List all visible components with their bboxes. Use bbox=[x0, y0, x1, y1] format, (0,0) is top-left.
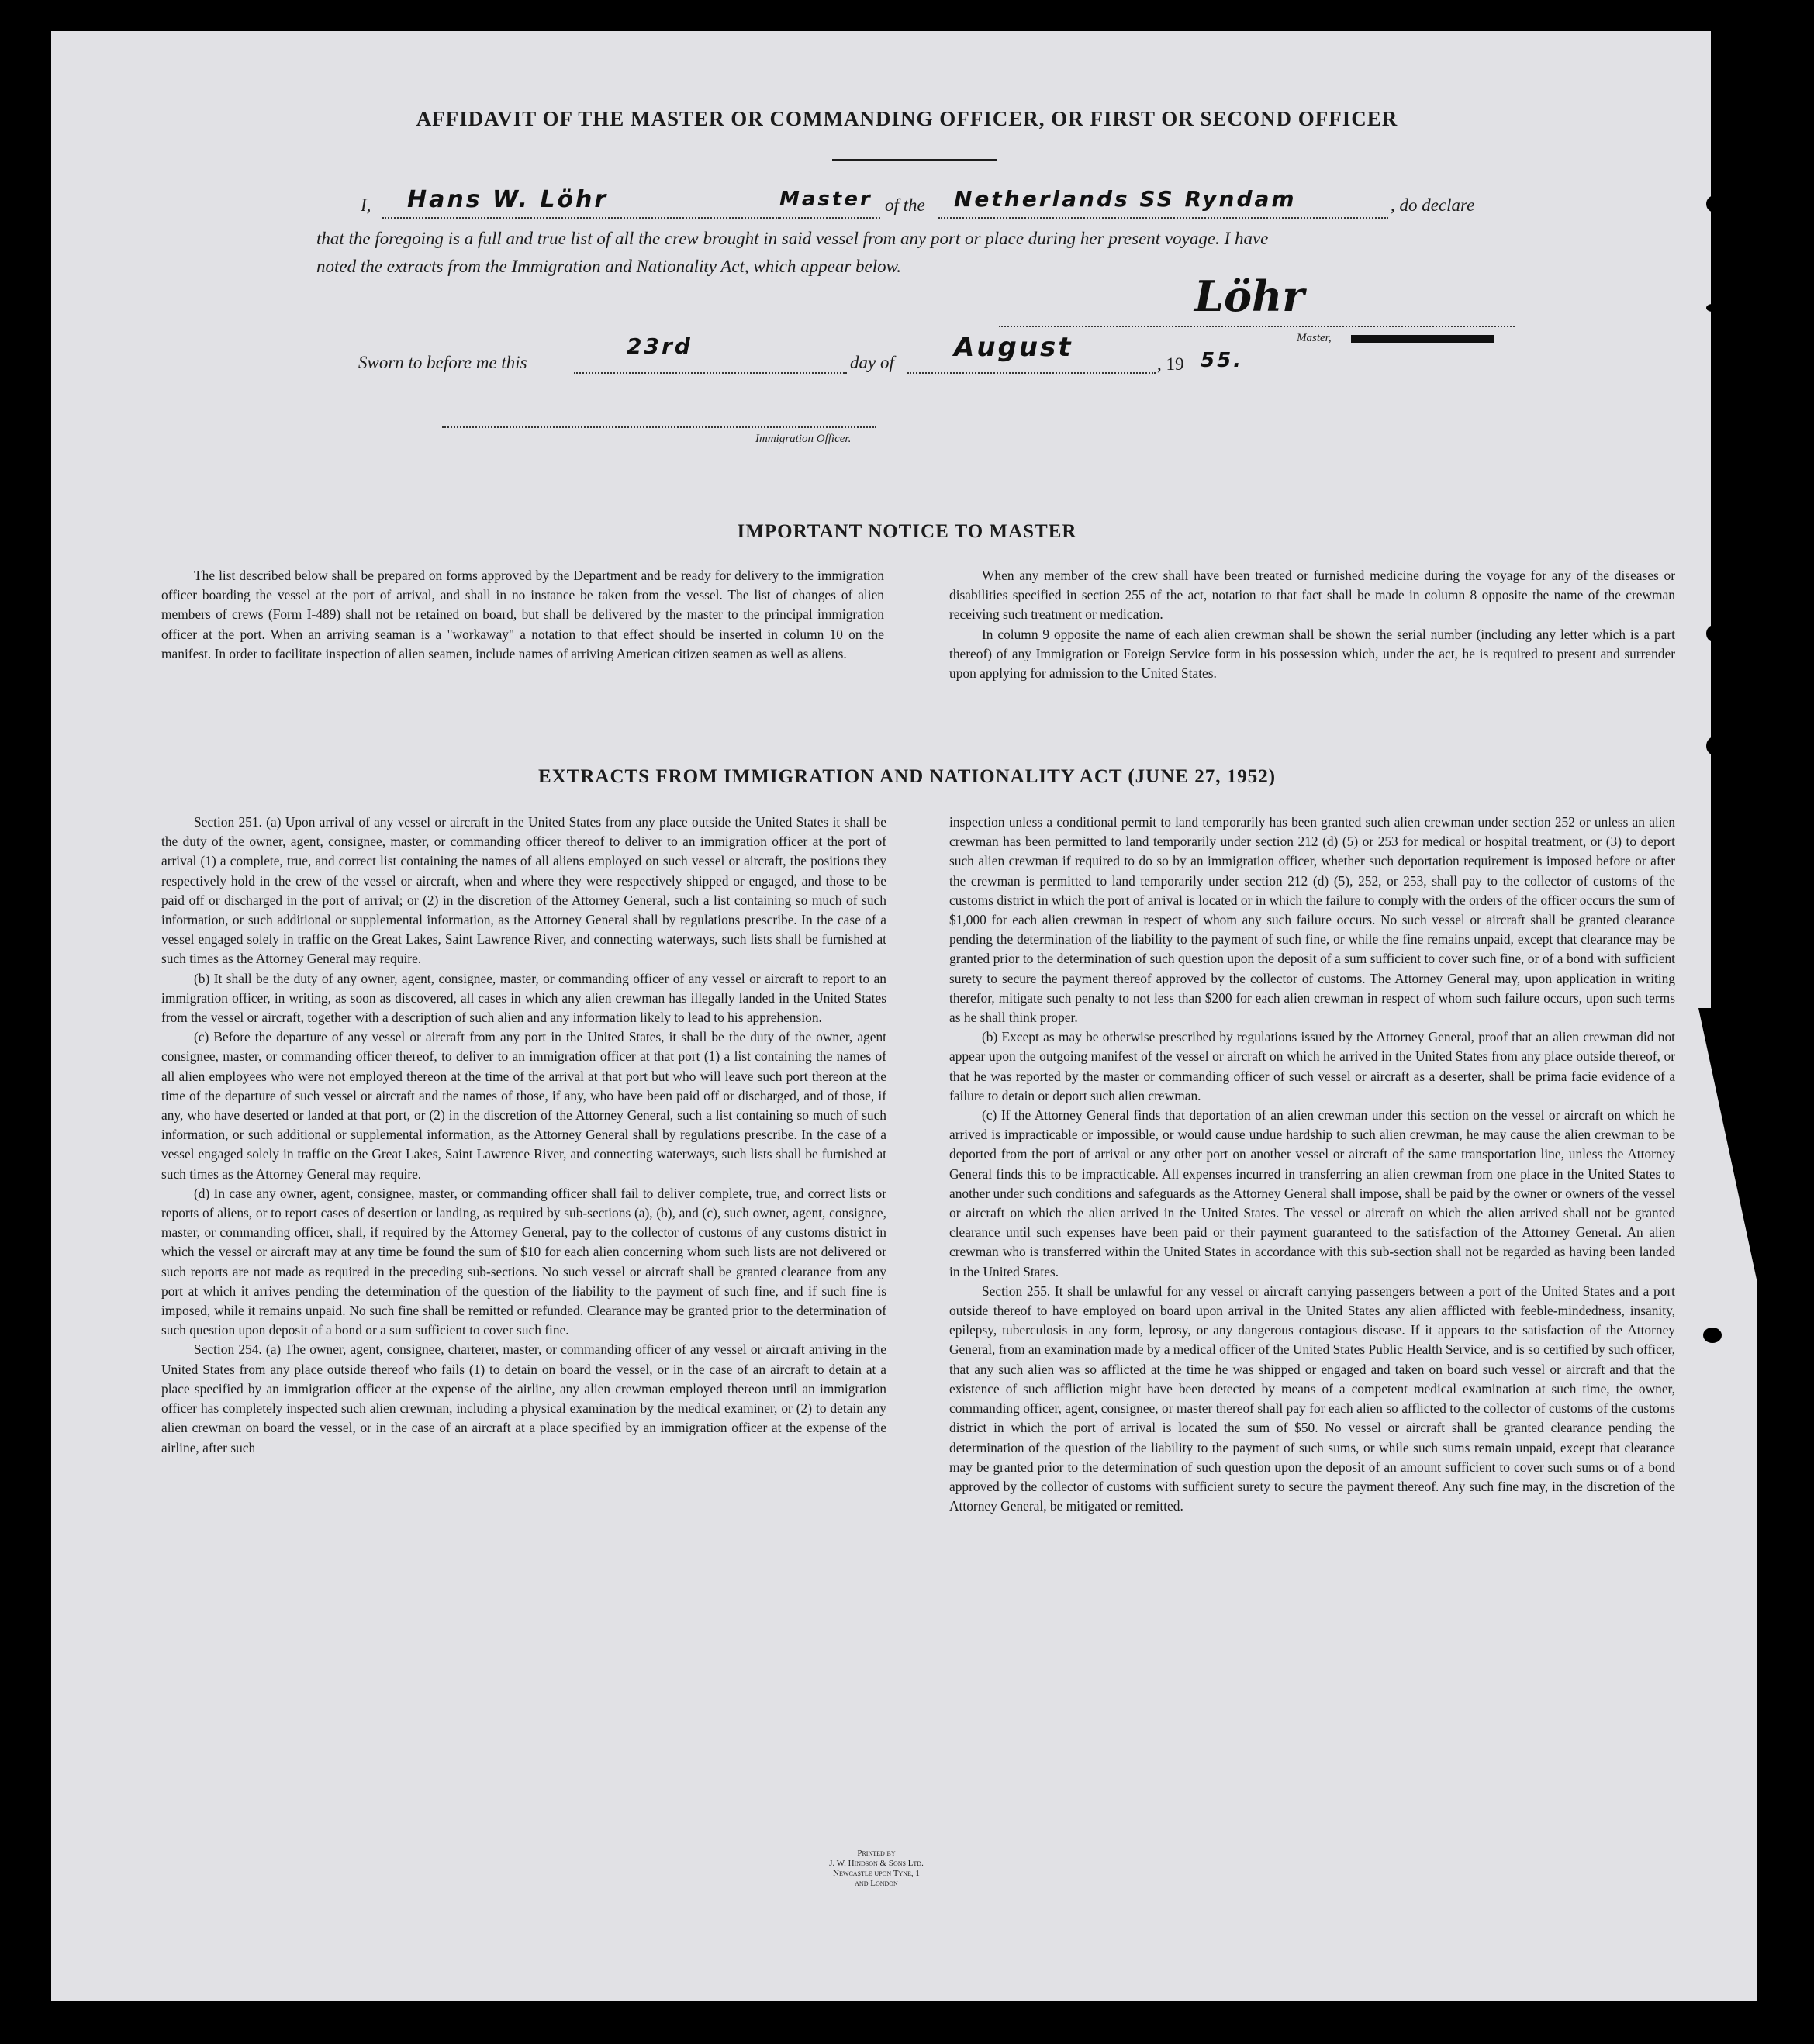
declarant-line bbox=[361, 186, 1516, 220]
of-the-label: of the bbox=[885, 195, 925, 215]
section-251-a: Section 251. (a) Upon arrival of any vessel or aircraft in the United States from any place outside the United States it shall be the duty of the owner, agent, consignee, master, or commanding officer thereof to deliver to an immigration officer at the port of arrival (1) a complete, true, and correct list containing the names of all aliens employed on such vessel or aircraft, the positions they respectively hold in the crew of the vessel or aircraft, when and where they were respectively shipped or engaged, and those to be paid off or discharged in the port of arrival; or (2) in the discretion of the Attorney General, such a list containing so much of such information, or such additional or supplemental information, as the Attorney General shall by regulations prescribe. In the case of a vessel engaged solely in traffic on the Great Lakes, Saint Lawrence River, and connecting waterways, such lists shall be furnished at such times as the Attorney General may require. bbox=[161, 814, 886, 967]
section-255: Section 255. It shall be unlawful for any vessel or aircraft carrying passengers between a port of the United States and a port outside thereof to have employed on board upon arrival in the United States any alien afflicted with feeble-mindedness, insanity, epilepsy, tuberculosis in any form, leprosy, or any dangerous contagious disease. If it appears to the satisfaction of the Attorney General, from an examination made by a medical officer of the United States Public Health Service, and is so certified by such officer, that any such alien was so afflicted at the time he was shipped or engaged and taken on board such vessel or aircraft and that the existence of such affliction might have been detected by means of a competent medical examination at such time, the owner, commanding officer, agent, consignee, or master thereof shall pay for each alien so afflicted to the collector of customs of the customs district in which the port of arrival is located the sum of $50. No vessel or aircraft shall be granted clearance pending the determination of the question of the liability to the payment of such sums, or while such sums remain unpaid, except that clearance may be granted prior to the determination of such question upon the deposit of an amount sufficient to cover such sums or of a bond approved by the collector of customs with sufficient surety to secure the payment thereof. Any such fine may, in the discretion of the Attorney General, be mitigated or remitted. bbox=[949, 1283, 1675, 1514]
punch-mark bbox=[1706, 737, 1723, 755]
printer-imprint bbox=[799, 1849, 954, 1889]
master-signature: Löhr bbox=[1194, 271, 1304, 321]
notice-right-paragraphs bbox=[949, 566, 1675, 683]
section-254-c: (c) If the Attorney General finds that deportation of an alien crewman under this section on the vessel or aircraft on which he arrived is impracticable or impossible, or would cause undue hardship to such alien crewman, he may cause the alien crewman to be deported from the port of arrival or any other port on another vessel or aircraft of the same transportation line, unless the Attorney General finds this to be impracticable. All expenses incurred in transferring an alien crewman from one place in the United States to another under such conditions and safeguards as the Attorney General shall impose, shall be paid by the owner or owners of the vessel or aircraft on which the alien arrived in the United States. The vessel or aircraft on which the alien arrived shall not be granted clearance until such expenses have been paid or their payment guaranteed to the satisfaction of the Attorney General. An alien crewman who is transferred within the United States in accordance with this sub-section shall not be regarded as having been landed in the United States. bbox=[949, 1107, 1675, 1279]
notice-left-text: The list described below shall be prepared on forms approved by the Department and be ready for delivery to the immigration officer boarding the vessel at the port of arrival, and shall in no instance be taken from the vessel. The list of changes of alien members of crews (Form I-489) shall not be retained on board, but shall be delivered by the master to the principal immigration officer at the port. When an arriving seaman is a "workaway" a notation to that effect should be inserted in column 10 on the manifest. In order to facilitate inspection of alien seamen, include names of arriving American citizen seamen as well as aliens. bbox=[161, 568, 884, 661]
immigration-officer-line bbox=[442, 403, 876, 428]
sworn-day: 23rd bbox=[627, 333, 693, 359]
year-suffix: 55. bbox=[1201, 349, 1244, 372]
section-254-a-cont: inspection unless a conditional permit to land temporarily has been granted such alien crewman under section 252 or unless an alien crewman has been permitted to land temporarily under section 212 (d) (5) or 253 for medical or hospital treatment, or (3) to deport such alien crewman if required to do so by an immigration officer, whether such deportation requirement is imposed before or after the crewman is permitted to land temporarily under section 212 (d) (5), 252, or 253, shall pay to the collector of customs of the customs district in which the port of arrival is located or in which the failure to comply with the orders of the officer occurs the sum of $1,000 for each alien crewman in respect of whom any such failure occurs. No such vessel or aircraft shall be granted clearance pending the determination of the liability to the payment of such fine, or while the fine remains unpaid, except that clearance may be granted prior to the determination of such question upon the deposit of a sum sufficient to cover such fine, or of a bond with sufficient surety to secure the payment thereof approved by the collector of customs. The Attorney General may, upon application in writing therefor, mitigate such penalty to not less than $200 for each alien crewman in respect of whom such failure occurs, upon such terms as he shall think proper. bbox=[949, 814, 1675, 1026]
section-251-c: (c) Before the departure of any vessel or aircraft from any port in the United States, it shall be the duty of the owner, agent consignee, master, or commanding officer thereof, to deliver to an immigration officer at that port (1) a list containing the names of all alien employees who were not employed thereon at the time of the arrival at that port but who will leave such port thereon at the time of the departure of such vessel or aircraft and the names of those, if any, who have been paid off or discharged, and of those, if any, who have deserted or landed at that port, or (2) in the discretion of the Attorney General, such a list containing so much of such information, or such additional or supplemental information, as the Attorney General shall by regulations prescribe. In the case of a vessel engaged solely in traffic on the Great Lakes, Saint Lawrence River, and connecting waterways, such lists shall be furnished at such times as the Attorney General may require. bbox=[161, 1029, 886, 1182]
extracts-left-column bbox=[161, 813, 886, 1458]
sworn-day-field bbox=[574, 343, 847, 374]
i-label: I, bbox=[361, 195, 371, 215]
section-254-b: (b) Except as may be otherwise prescribed by regulations issued by the Attorney General, proof that an alien crewman did not appear upon the outgoing manifest of the vessel or aircraft on which he arrived in the United States from any place outside thereof, or that he was reported by the master or commanding officer of such vessel or aircraft as a deserter, shall be prima facie evidence of a failure to detain or deport such alien crewman. bbox=[949, 1029, 1675, 1103]
notice-left-paragraph bbox=[161, 566, 884, 664]
printer-line-2: J. W. Hindson & Sons Ltd. bbox=[829, 1859, 924, 1868]
struck-text bbox=[1351, 335, 1494, 343]
do-declare-label: , do declare bbox=[1391, 195, 1475, 215]
day-of-label: day of bbox=[850, 353, 894, 372]
punch-mark bbox=[1768, 1858, 1785, 1889]
notice-right-text-1: When any member of the crew shall have been treated or furnished medicine during the voyage for any of the diseases or disabilities specified in section 255 of the act, notation to that fact shall be made in column 8 opposite the name of the crewman receiving such treatment or medication. bbox=[949, 568, 1675, 623]
section-254-a: Section 254. (a) The owner, agent, consignee, charterer, master, or commanding officer of any vessel or aircraft arriving in the United States from any place outside thereof who fails (1) to detain on board the vessel, or in the case of an aircraft to detain at a place specified by an immigration officer at the expense of the airline, any alien crewman employed thereon until an immigration officer has completely inspected such alien crewman, including a physical examination by the medical examiner, or (2) to detain any alien crewman on board the vessel, or in the case of an aircraft at a place specified by an immigration officer at the expense of the airline, after such bbox=[161, 1341, 886, 1455]
year-prefix: , 19 bbox=[1157, 354, 1184, 374]
punch-mark bbox=[1768, 1754, 1785, 1785]
punch-mark bbox=[1706, 625, 1722, 642]
notice-right-text-2: In column 9 opposite the name of each alien crewman shall be shown the serial number (including any letter which is a part thereof) of any Immigration or Foreign Service form in his possession which, under the act, he is required to present and surrender upon applying for admission to the United States. bbox=[949, 626, 1675, 682]
declaration-line-1: that the foregoing is a full and true list of all the crew brought in said vessel from any port or place during her present voyage. I have bbox=[316, 229, 1269, 248]
vessel-name: Netherlands SS Ryndam bbox=[954, 186, 1297, 212]
printer-line-1: Printed by bbox=[857, 1849, 896, 1858]
page-edge-shadow bbox=[1698, 1008, 1768, 1334]
declarant-rank: Master bbox=[779, 188, 872, 211]
printer-line-3: Newcastle upon Tyne, 1 bbox=[833, 1869, 920, 1878]
section-251-d: (d) In case any owner, agent, consignee, master, or commanding officer shall fail to deliver complete, true, and correct lists or reports of aliens, or to report cases of desertion or landing, as required by sub-sections (a), (b), and (c), such owner, agent, consignee, master, or commanding officer, shall, if required by the Attorney General, pay to the collector of customs of any customs district in which the vessel or aircraft may at any time be found the sum of $10 for each alien concerning whom such lists are not delivered or such reports are not made as required in the preceding sub-sections. No such vessel or aircraft shall be granted clearance from any port at which it arrives pending the determination of the question of the liability to the payment of such fine, and if such fine is imposed, while it remains unpaid. No such fine shall be remitted or refunded. Clearance may be granted prior to the determination of such question upon deposit of a bond or a sum sufficient to cover such fine. bbox=[161, 1185, 886, 1338]
notice-title: IMPORTANT NOTICE TO MASTER bbox=[737, 521, 1077, 542]
extracts-right-column bbox=[949, 813, 1675, 1516]
printer-line-4: and London bbox=[855, 1879, 898, 1888]
master-label: Master, bbox=[1297, 332, 1332, 344]
sworn-month: August bbox=[954, 332, 1073, 363]
sworn-label: Sworn to before me this bbox=[358, 353, 527, 372]
affidavit-title: AFFIDAVIT OF THE MASTER OR COMMANDING OFFICER, OR FIRST OR SECOND OFFICER bbox=[416, 107, 1398, 130]
punch-mark bbox=[1706, 304, 1719, 312]
extracts-title: EXTRACTS FROM IMMIGRATION AND NATIONALITY ACT (JUNE 27, 1952) bbox=[537, 766, 1277, 787]
punch-mark bbox=[1703, 1328, 1722, 1343]
immigration-officer-label: Immigration Officer. bbox=[755, 433, 852, 445]
title-rule bbox=[832, 159, 997, 161]
declaration-line-2: noted the extracts from the Immigration and Nationality Act, which appear below. bbox=[316, 257, 902, 276]
punch-mark bbox=[1706, 195, 1723, 212]
section-251-b: (b) It shall be the duty of any owner, agent, consignee, master, or commanding officer of any vessel or aircraft to report to an immigration officer, in writing, as soon as discovered, all cases in which any alien crewman has illegally landed in the United States from the vessel or aircraft, together with a description of such alien and any information likely to lead to his apprehension. bbox=[161, 970, 886, 1026]
declarant-name: Hans W. Löhr bbox=[407, 186, 609, 213]
